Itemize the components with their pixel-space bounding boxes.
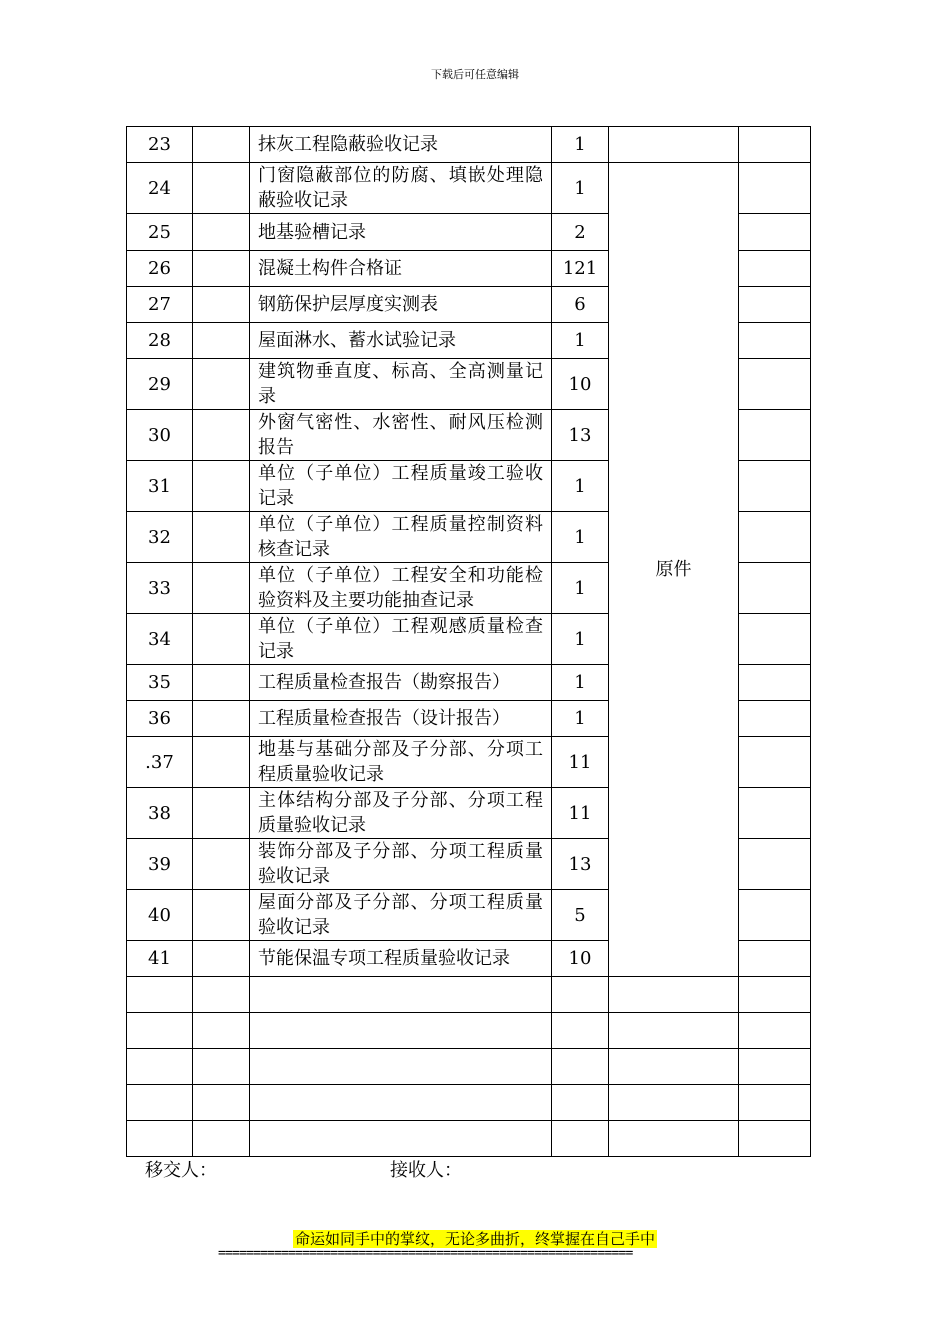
blank-cell xyxy=(193,287,250,323)
empty-cell xyxy=(250,1013,552,1049)
blank-cell xyxy=(193,665,250,701)
empty-cell xyxy=(127,1085,193,1121)
empty-cell xyxy=(193,1013,250,1049)
page-count: 1 xyxy=(552,323,609,359)
blank-cell xyxy=(193,614,250,665)
row-number: 24 xyxy=(127,163,193,214)
page-count: 121 xyxy=(552,251,609,287)
document-name: 钢筋保护层厚度实测表 xyxy=(250,287,552,323)
empty-row xyxy=(127,1121,811,1157)
blank-cell xyxy=(193,563,250,614)
blank-cell xyxy=(193,163,250,214)
document-type xyxy=(609,127,739,163)
remark-cell xyxy=(739,461,811,512)
motto-text: 命运如同手中的掌纹，无论多曲折，终掌握在自己手中 xyxy=(294,1230,655,1248)
remark-cell xyxy=(739,665,811,701)
blank-cell xyxy=(193,788,250,839)
blank-cell xyxy=(193,323,250,359)
document-name: 门窗隐蔽部位的防腐、填嵌处理隐蔽验收记录 xyxy=(250,163,552,214)
empty-cell xyxy=(250,977,552,1013)
empty-cell xyxy=(250,1121,552,1157)
header-note: 下载后可任意编辑 xyxy=(431,68,519,81)
document-name: 单位（子单位）工程质量竣工验收记录 xyxy=(250,461,552,512)
remark-cell xyxy=(739,359,811,410)
row-number: 26 xyxy=(127,251,193,287)
empty-cell xyxy=(739,1085,811,1121)
page-count: 10 xyxy=(552,941,609,977)
blank-cell xyxy=(193,251,250,287)
page-count: 11 xyxy=(552,737,609,788)
document-name: 单位（子单位）工程安全和功能检验资料及主要功能抽查记录 xyxy=(250,563,552,614)
row-number: 32 xyxy=(127,512,193,563)
document-name: 工程质量检查报告（勘察报告） xyxy=(250,665,552,701)
page-count: 1 xyxy=(552,127,609,163)
table-body xyxy=(127,127,811,1157)
empty-cell xyxy=(193,1049,250,1085)
remark-cell xyxy=(739,890,811,941)
empty-cell xyxy=(739,1049,811,1085)
blank-cell xyxy=(193,701,250,737)
row-number: 27 xyxy=(127,287,193,323)
remark-cell xyxy=(739,127,811,163)
document-type-original: 原件 xyxy=(609,163,739,977)
empty-cell xyxy=(552,1121,609,1157)
empty-cell xyxy=(552,977,609,1013)
remark-cell xyxy=(739,323,811,359)
empty-cell xyxy=(609,1013,739,1049)
row-number: 31 xyxy=(127,461,193,512)
document-name: 地基验槽记录 xyxy=(250,214,552,251)
row-number: .37 xyxy=(127,737,193,788)
document-name: 单位（子单位）工程观感质量检查记录 xyxy=(250,614,552,665)
empty-row xyxy=(127,1013,811,1049)
document-name: 混凝土构件合格证 xyxy=(250,251,552,287)
remark-cell xyxy=(739,563,811,614)
empty-cell xyxy=(739,1013,811,1049)
row-number: 29 xyxy=(127,359,193,410)
empty-cell xyxy=(250,1085,552,1121)
empty-row xyxy=(127,1085,811,1121)
signature-line xyxy=(145,1156,462,1182)
blank-cell xyxy=(193,839,250,890)
blank-cell xyxy=(193,461,250,512)
blank-cell xyxy=(193,127,250,163)
remark-cell xyxy=(739,839,811,890)
document-name: 抹灰工程隐蔽验收记录 xyxy=(250,127,552,163)
blank-cell xyxy=(193,359,250,410)
empty-cell xyxy=(609,1121,739,1157)
document-name: 装饰分部及子分部、分项工程质量验收记录 xyxy=(250,839,552,890)
document-name: 外窗气密性、水密性、耐风压检测报告 xyxy=(250,410,552,461)
row-number: 25 xyxy=(127,214,193,251)
remark-cell xyxy=(739,614,811,665)
page-count: 1 xyxy=(552,563,609,614)
table-row xyxy=(127,127,811,163)
remark-cell xyxy=(739,214,811,251)
document-name: 屋面淋水、蓄水试验记录 xyxy=(250,323,552,359)
document-name: 地基与基础分部及子分部、分项工程质量验收记录 xyxy=(250,737,552,788)
empty-row xyxy=(127,977,811,1013)
empty-cell xyxy=(552,1085,609,1121)
remark-cell xyxy=(739,788,811,839)
page-count: 10 xyxy=(552,359,609,410)
document-name: 节能保温专项工程质量验收记录 xyxy=(250,941,552,977)
page-count: 13 xyxy=(552,839,609,890)
empty-cell xyxy=(739,977,811,1013)
page-count: 1 xyxy=(552,461,609,512)
remark-cell xyxy=(739,701,811,737)
blank-cell xyxy=(193,214,250,251)
remark-cell xyxy=(739,512,811,563)
remark-cell xyxy=(739,737,811,788)
empty-cell xyxy=(193,1085,250,1121)
row-number: 39 xyxy=(127,839,193,890)
document-name: 屋面分部及子分部、分项工程质量验收记录 xyxy=(250,890,552,941)
remark-cell xyxy=(739,410,811,461)
row-number: 40 xyxy=(127,890,193,941)
blank-cell xyxy=(193,737,250,788)
empty-cell xyxy=(127,977,193,1013)
row-number: 23 xyxy=(127,127,193,163)
transferor-label: 移交人： xyxy=(145,1160,217,1181)
blank-cell xyxy=(193,941,250,977)
blank-cell xyxy=(193,890,250,941)
row-number: 38 xyxy=(127,788,193,839)
table-row xyxy=(127,163,811,214)
row-number: 33 xyxy=(127,563,193,614)
empty-cell xyxy=(250,1049,552,1085)
document-name: 单位（子单位）工程质量控制资料核查记录 xyxy=(250,512,552,563)
row-number: 36 xyxy=(127,701,193,737)
page-count: 1 xyxy=(552,163,609,214)
page-count: 6 xyxy=(552,287,609,323)
receiver-label: 接收人： xyxy=(390,1160,462,1181)
remark-cell xyxy=(739,941,811,977)
empty-cell xyxy=(552,1013,609,1049)
page-count: 5 xyxy=(552,890,609,941)
page-count: 11 xyxy=(552,788,609,839)
remark-cell xyxy=(739,287,811,323)
document-name: 主体结构分部及子分部、分项工程质量验收记录 xyxy=(250,788,552,839)
page-count: 1 xyxy=(552,614,609,665)
separator-rule: =========================================================== xyxy=(218,1246,633,1261)
empty-cell xyxy=(127,1049,193,1085)
empty-cell xyxy=(609,1085,739,1121)
empty-cell xyxy=(739,1121,811,1157)
empty-cell xyxy=(609,977,739,1013)
page-count: 1 xyxy=(552,512,609,563)
document-name: 工程质量检查报告（设计报告） xyxy=(250,701,552,737)
row-number: 30 xyxy=(127,410,193,461)
page-count: 2 xyxy=(552,214,609,251)
remark-cell xyxy=(739,251,811,287)
empty-cell xyxy=(609,1049,739,1085)
blank-cell xyxy=(193,512,250,563)
row-number: 28 xyxy=(127,323,193,359)
blank-cell xyxy=(193,410,250,461)
row-number: 34 xyxy=(127,614,193,665)
empty-cell xyxy=(127,1013,193,1049)
empty-cell xyxy=(193,977,250,1013)
page-count: 13 xyxy=(552,410,609,461)
empty-cell xyxy=(552,1049,609,1085)
archive-transfer-table xyxy=(126,126,811,1157)
row-number: 35 xyxy=(127,665,193,701)
empty-row xyxy=(127,1049,811,1085)
remark-cell xyxy=(739,163,811,214)
empty-cell xyxy=(193,1121,250,1157)
row-number: 41 xyxy=(127,941,193,977)
document-name: 建筑物垂直度、标高、全高测量记录 xyxy=(250,359,552,410)
page-count: 1 xyxy=(552,701,609,737)
empty-cell xyxy=(127,1121,193,1157)
page-count: 1 xyxy=(552,665,609,701)
